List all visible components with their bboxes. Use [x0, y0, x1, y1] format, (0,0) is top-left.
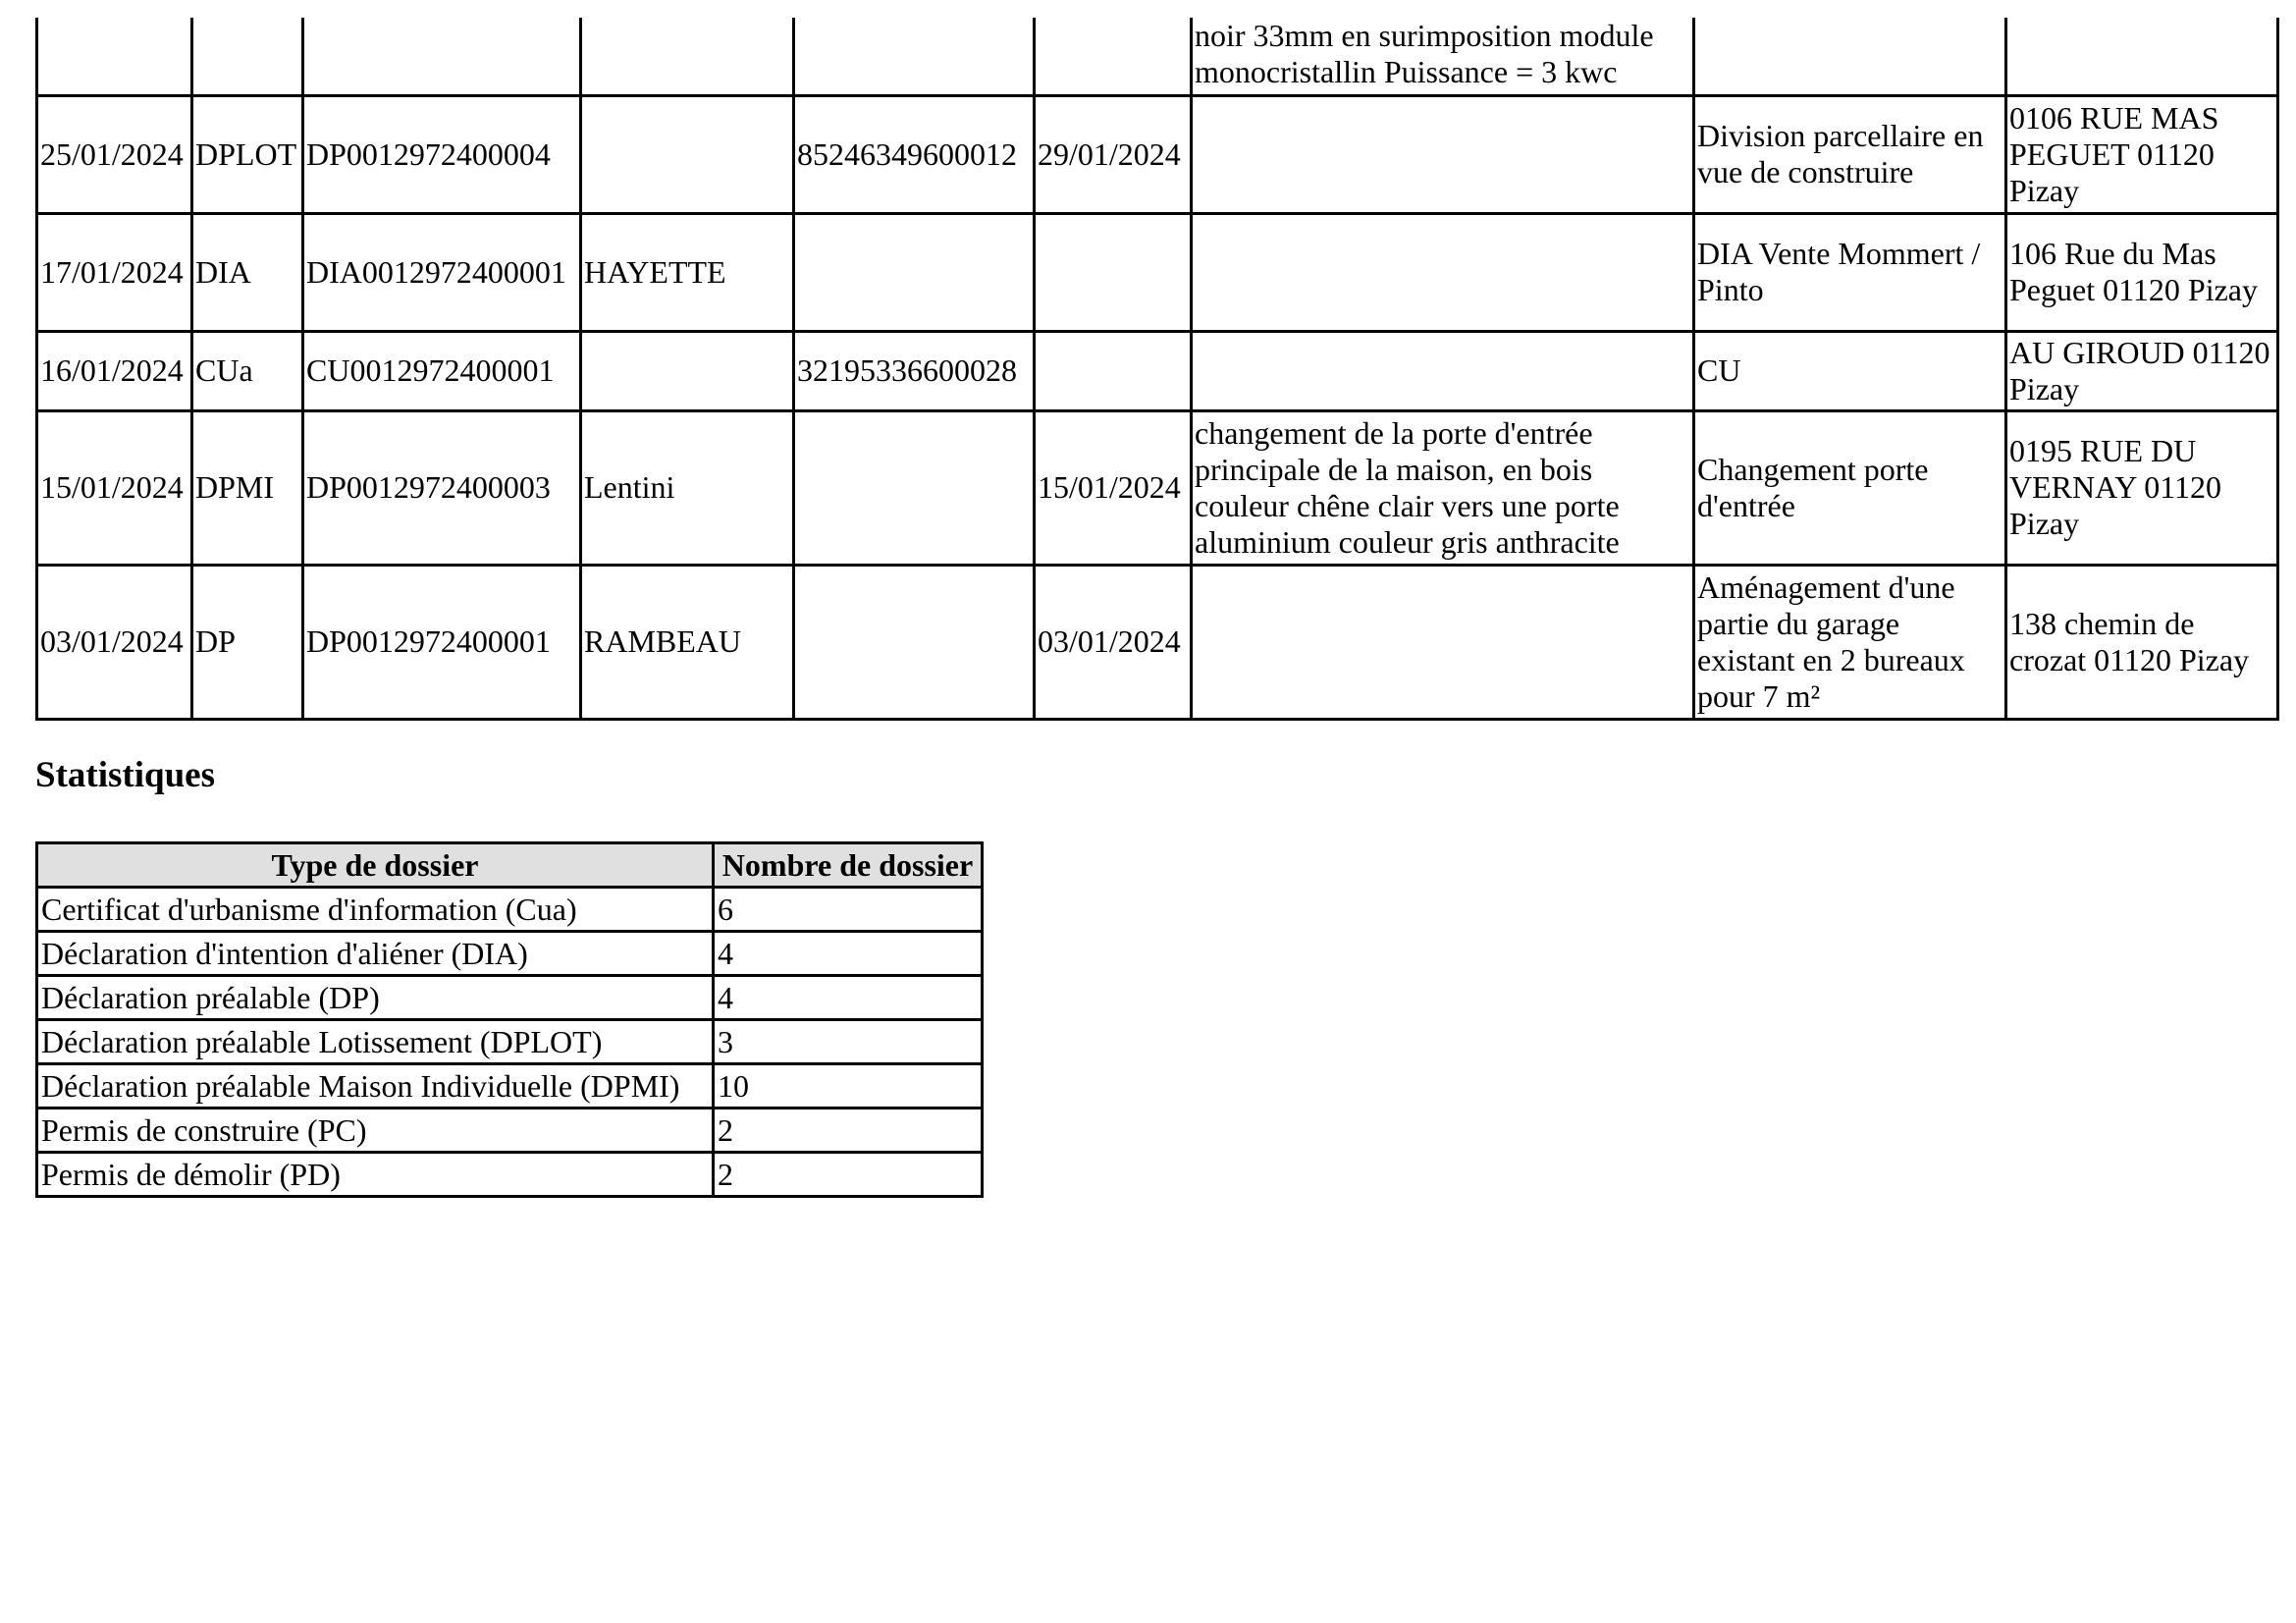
dossier-number-cell: DP0012972400001: [303, 565, 581, 719]
type-cell: CUa: [192, 331, 303, 410]
decision-date-cell: [1035, 18, 1192, 95]
dossiers-table: [35, 18, 2279, 721]
dossier-count-cell: 6: [714, 888, 983, 932]
work-description-cell: [1192, 95, 1694, 213]
type-cell: DP: [192, 565, 303, 719]
type-cell: DPMI: [192, 410, 303, 565]
object-cell: Changement porte d'entrée: [1694, 410, 2006, 565]
applicant-cell: [581, 18, 794, 95]
applicant-cell: RAMBEAU: [581, 565, 794, 719]
dossier-count-cell: 10: [714, 1064, 983, 1109]
dossier-type-cell: Déclaration préalable (DP): [37, 976, 714, 1020]
siret-cell: [794, 565, 1035, 719]
statistics-row: [37, 1153, 983, 1197]
dossier-type-cell: Déclaration préalable Maison Individuelle (DPMI): [37, 1064, 714, 1109]
object-cell: Division parcellaire en vue de construire: [1694, 95, 2006, 213]
decision-date-cell: 15/01/2024: [1035, 410, 1192, 565]
date-cell: 25/01/2024: [37, 95, 192, 213]
dossier-number-cell: [303, 18, 581, 95]
decision-date-cell: 29/01/2024: [1035, 95, 1192, 213]
work-description-cell: [1192, 213, 1694, 331]
decision-date-cell: [1035, 213, 1192, 331]
statistics-row: [37, 1064, 983, 1109]
statistics-row: [37, 1020, 983, 1064]
work-description-cell: changement de la porte d'entrée principale de la maison, en bois couleur chêne clair vers une porte aluminium couleur gris anthracite: [1192, 410, 1694, 565]
column-header-type: Type de dossier: [37, 843, 714, 888]
date-cell: 15/01/2024: [37, 410, 192, 565]
applicant-cell: HAYETTE: [581, 213, 794, 331]
dossier-number-cell: DP0012972400004: [303, 95, 581, 213]
dossier-count-cell: 2: [714, 1109, 983, 1153]
siret-cell: [794, 213, 1035, 331]
applicant-cell: Lentini: [581, 410, 794, 565]
address-cell: AU GIROUD 01120 Pizay: [2006, 331, 2278, 410]
dossier-type-cell: Certificat d'urbanisme d'information (Cua): [37, 888, 714, 932]
statistics-row: [37, 1109, 983, 1153]
dossier-type-cell: Permis de démolir (PD): [37, 1153, 714, 1197]
work-description-cell: [1192, 565, 1694, 719]
siret-cell: 85246349600012: [794, 95, 1035, 213]
decision-date-cell: 03/01/2024: [1035, 565, 1192, 719]
address-cell: 0106 RUE MAS PEGUET 01120 Pizay: [2006, 95, 2278, 213]
object-cell: [1694, 18, 2006, 95]
dossier-count-cell: 3: [714, 1020, 983, 1064]
address-cell: 106 Rue du Mas Peguet 01120 Pizay: [2006, 213, 2278, 331]
object-cell: DIA Vente Mommert / Pinto: [1694, 213, 2006, 331]
object-cell: Aménagement d'une partie du garage existant en 2 bureaux pour 7 m²: [1694, 565, 2006, 719]
siret-cell: 32195336600028: [794, 331, 1035, 410]
address-cell: [2006, 18, 2278, 95]
column-header-count: Nombre de dossier: [714, 843, 983, 888]
object-cell: CU: [1694, 331, 2006, 410]
dossier-count-cell: 4: [714, 976, 983, 1020]
type-cell: DPLOT: [192, 95, 303, 213]
statistics-row: [37, 976, 983, 1020]
address-cell: 0195 RUE DU VERNAY 01120 Pizay: [2006, 410, 2278, 565]
type-cell: [192, 18, 303, 95]
date-cell: 03/01/2024: [37, 565, 192, 719]
dossier-type-cell: Déclaration préalable Lotissement (DPLOT): [37, 1020, 714, 1064]
dossier-number-cell: DIA0012972400001: [303, 213, 581, 331]
dossier-count-cell: 2: [714, 1153, 983, 1197]
decision-date-cell: [1035, 331, 1192, 410]
table-row: [37, 95, 2278, 213]
siret-cell: [794, 18, 1035, 95]
dossier-type-cell: Déclaration d'intention d'aliéner (DIA): [37, 932, 714, 976]
address-cell: 138 chemin de crozat 01120 Pizay: [2006, 565, 2278, 719]
statistics-table: [35, 841, 984, 1198]
statistics-row: [37, 888, 983, 932]
work-description-cell: noir 33mm en surimposition module monocristallin Puissance = 3 kwc: [1192, 18, 1694, 95]
dossier-type-cell: Permis de construire (PC): [37, 1109, 714, 1153]
date-cell: 16/01/2024: [37, 331, 192, 410]
table-row: [37, 565, 2278, 719]
date-cell: [37, 18, 192, 95]
table-row: [37, 410, 2278, 565]
type-cell: DIA: [192, 213, 303, 331]
table-row: [37, 331, 2278, 410]
siret-cell: [794, 410, 1035, 565]
dossier-number-cell: CU0012972400001: [303, 331, 581, 410]
applicant-cell: [581, 331, 794, 410]
dossier-number-cell: DP0012972400003: [303, 410, 581, 565]
table-row: [37, 213, 2278, 331]
date-cell: 17/01/2024: [37, 213, 192, 331]
statistics-row: [37, 932, 983, 976]
statistics-title: Statistiques: [35, 755, 215, 795]
dossier-count-cell: 4: [714, 932, 983, 976]
applicant-cell: [581, 95, 794, 213]
statistics-header-row: [37, 843, 983, 888]
table-row: [37, 18, 2278, 95]
work-description-cell: [1192, 331, 1694, 410]
